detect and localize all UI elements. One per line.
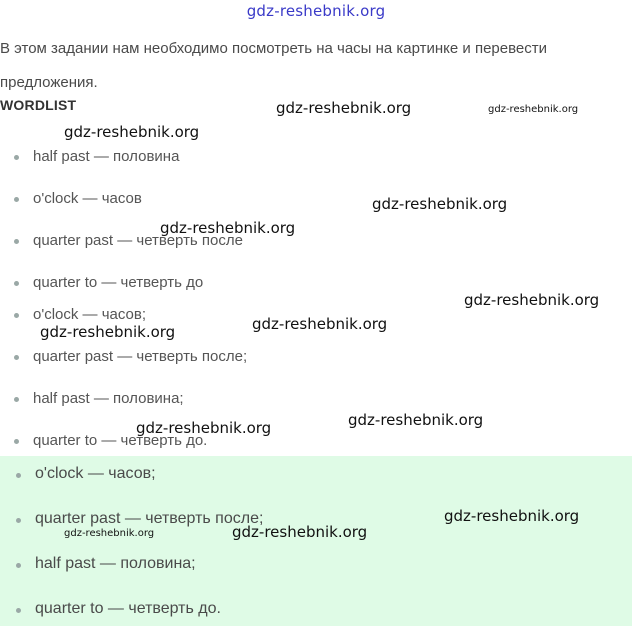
answer-item-text: quarter past — четверть после;	[35, 510, 264, 527]
bullet-icon	[16, 473, 21, 478]
intro-paragraph: В этом задании нам необходимо посмотреть на часы на картинке и перевести предложения.	[0, 40, 548, 91]
bullet-icon	[16, 563, 21, 568]
answer-item-text: o'clock — часов;	[35, 465, 156, 482]
watermark: gdz-reshebnik.org	[160, 219, 296, 237]
bullet-icon	[16, 518, 21, 523]
bullet-icon	[16, 608, 21, 613]
answer-item-text: half past — половина;	[35, 555, 196, 572]
bullet-icon	[14, 239, 19, 244]
bullet-icon	[14, 313, 19, 318]
list-item-text: half past — половина;	[33, 390, 184, 407]
list-item-text: quarter past — четверть после	[33, 232, 243, 249]
bullet-icon	[14, 197, 19, 202]
watermark: gdz-reshebnik.org	[488, 104, 579, 115]
site-watermark-top: gdz-reshebnik.org	[246, 2, 386, 20]
watermark: gdz-reshebnik.org	[136, 419, 272, 437]
watermark: gdz-reshebnik.org	[64, 123, 200, 141]
watermark: gdz-reshebnik.org	[232, 523, 368, 541]
answer-item-text: quarter to — четверть до.	[35, 600, 221, 617]
bullet-icon	[14, 355, 19, 360]
watermark: gdz-reshebnik.org	[444, 507, 580, 525]
list-item-text: o'clock — часов	[33, 190, 142, 207]
watermark: gdz-reshebnik.org	[348, 411, 484, 429]
list-item-text: o'clock — часов;	[33, 306, 147, 323]
list-item-text: quarter to — четверть до.	[33, 432, 208, 449]
watermark: gdz-reshebnik.org	[372, 195, 508, 213]
bullet-icon	[14, 439, 19, 444]
watermark: gdz-reshebnik.org	[40, 323, 176, 341]
list-item-text: quarter past — четверть после;	[33, 348, 248, 365]
watermark: gdz-reshebnik.org	[252, 315, 388, 333]
wordlist-heading: WORDLIST	[0, 97, 77, 113]
watermark: gdz-reshebnik.org	[64, 528, 155, 539]
list-item-text: quarter to — четверть до	[33, 274, 204, 291]
watermark: gdz-reshebnik.org	[464, 291, 600, 309]
bullet-icon	[14, 397, 19, 402]
watermark: gdz-reshebnik.org	[276, 99, 412, 117]
bullet-icon	[14, 281, 19, 286]
bullet-icon	[14, 155, 19, 160]
list-item-text: half past — половина	[33, 148, 180, 165]
